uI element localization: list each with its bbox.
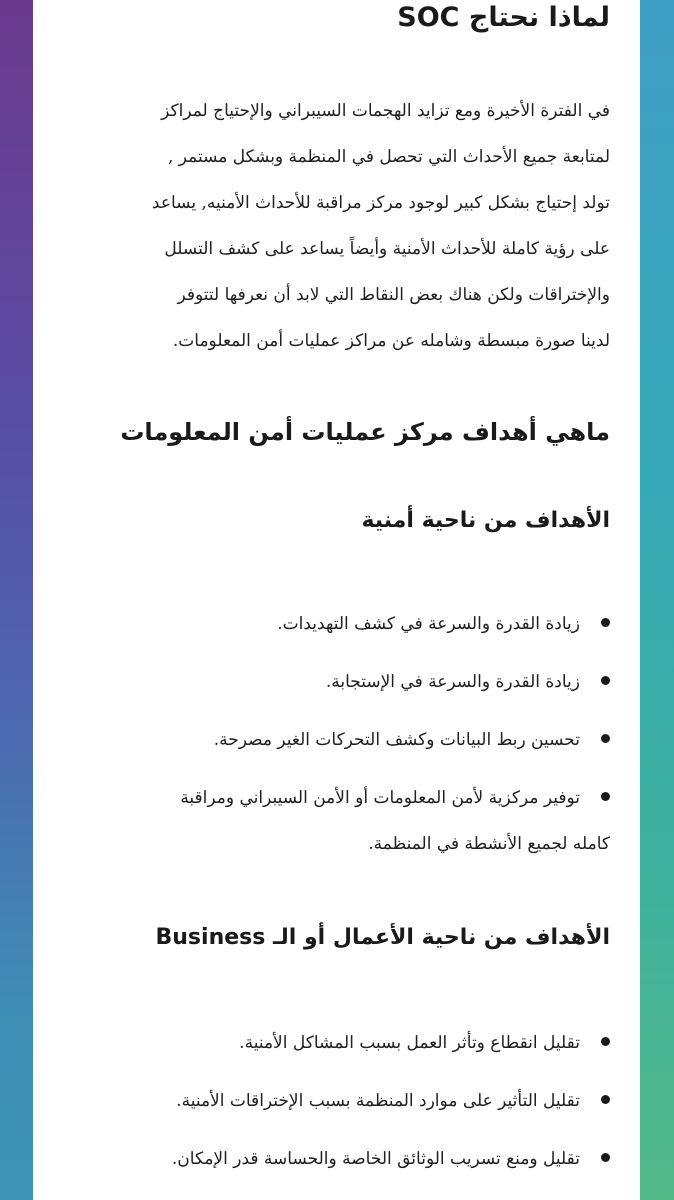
list-item-text: تقليل ومنع تسريب الوثائق الخاصة والحساسة قدر الإمكان. — [171, 1149, 580, 1169]
list-item — [60, 1020, 610, 1066]
document-page — [33, 0, 640, 1200]
bullet-icon — [601, 792, 610, 801]
heading-business-goals: الأهداف من ناحية الأعمال أو الـ Business — [155, 925, 610, 950]
intro-line: في الفترة الأخيرة ومع تزايد الهجمات السيبراني والإحتياج لمراكز — [161, 101, 610, 121]
bullet-icon — [601, 618, 610, 627]
list-item — [60, 1136, 610, 1182]
list-item — [60, 775, 610, 867]
business-goals-list — [60, 1020, 610, 1194]
bullet-icon — [601, 1153, 610, 1162]
bullet-icon — [601, 1095, 610, 1104]
intro-paragraph — [60, 88, 610, 364]
heading-soc-goals: ماهي أهداف مركز عمليات أمن المعلومات — [120, 418, 610, 446]
intro-line: لدينا صورة مبسطة وشامله عن مراكز عمليات أمن المعلومات. — [172, 331, 610, 351]
list-item-text: توفير مركزية لأمن المعلومات أو الأمن السيبراني ومراقبة — [180, 788, 580, 808]
heading-why-soc: لماذا نحتاج SOC — [397, 2, 610, 33]
right-gradient-border — [640, 0, 674, 1200]
left-gradient-border — [0, 0, 33, 1200]
intro-line: تولد إحتياج بشكل كبير لوجود مركز مراقبة للأحداث الأمنيه, يساعد — [151, 193, 610, 213]
bullet-icon — [601, 676, 610, 685]
security-goals-list — [60, 601, 610, 879]
list-item — [60, 1078, 610, 1124]
list-item — [60, 601, 610, 647]
intro-line: والإختراقات ولكن هناك بعض النقاط التي لابد أن نعرفها لتتوفر — [177, 285, 610, 305]
list-item-text: تقليل التأثير على موارد المنظمة بسبب الإختراقات الأمنية. — [176, 1091, 580, 1111]
bullet-icon — [601, 1037, 610, 1046]
list-item-text: تحسين ربط البيانات وكشف التحركات الغير مصرحة. — [213, 730, 580, 750]
heading-security-goals: الأهداف من ناحية أمنية — [361, 508, 610, 533]
list-item-text: تقليل انقطاع وتأثر العمل بسبب المشاكل الأمنية. — [239, 1033, 580, 1053]
bullet-icon — [601, 734, 610, 743]
list-item — [60, 717, 610, 763]
intro-line: لمتابعة جميع الأحداث التي تحصل في المنظمة وبشكل مستمر , — [167, 147, 610, 167]
list-item-text: زيادة القدرة والسرعة في كشف التهديدات. — [277, 614, 580, 634]
intro-line: على رؤية كاملة للأحداث الأمنية وأيضاً يساعد على كشف التسلل — [164, 239, 610, 259]
list-item — [60, 659, 610, 705]
list-item-text: زيادة القدرة والسرعة في الإستجابة. — [325, 672, 580, 692]
list-item-text-continued: كامله لجميع الأنشطة في المنظمة. — [368, 834, 610, 854]
